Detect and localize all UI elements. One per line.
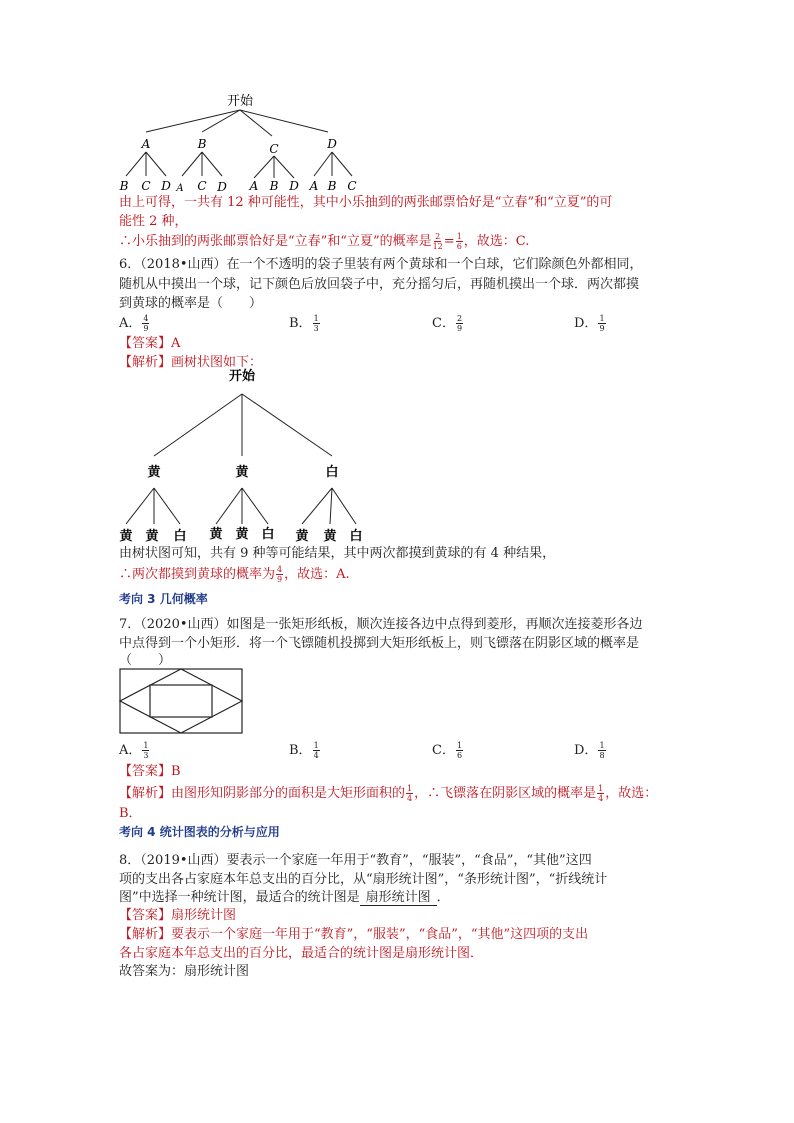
fraction: $\frac{2}{9}$ <box>456 314 463 333</box>
q8-line3: 图”中选择一种统计图，最适合的统计图是 扇形统计图 ． <box>119 890 450 905</box>
q7-line1: 7．（2020•山西）如图是一张矩形纸板，顺次连接各边中点得到菱形，再顺次连接菱形各边 <box>119 617 643 632</box>
tree-leaf: 黄 <box>145 529 159 544</box>
q7-answer: 【答案】B <box>119 764 181 779</box>
tree-node: 黄 <box>235 465 249 480</box>
tree-leaf: D <box>161 179 171 193</box>
tree-leaf: D <box>289 179 299 193</box>
q5-conclusion-text: ∴小乐抽到的两张邮票恰好是“立春”和“立夏”的概率是 <box>119 234 432 249</box>
fraction: $\frac{4}{9}$ <box>277 565 283 584</box>
q6-conclusion1: 由树状图可知，共有 9 种等可能结果，其中两次都摸到黄球的有 4 种结果， <box>119 546 556 561</box>
tree-diagram-balls <box>112 366 372 548</box>
rectangle-rhombus-figure <box>119 668 243 734</box>
tree-leaf: 黄 <box>209 527 223 542</box>
q6-line1: 6．（2018•山西）在一个不透明的袋子里装有两个黄球和一个白球，它们除颜色外都相同， <box>119 257 643 272</box>
q7-option-c: C． $\frac{1}{6}$ <box>432 741 463 760</box>
tree-leaf: B <box>327 179 337 193</box>
fraction: $\frac{1}{8}$ <box>599 741 605 760</box>
tree-leaf: 黄 <box>295 529 309 544</box>
tree-leaf: 黄 <box>235 527 249 542</box>
q6-line3: 到黄球的概率是（ ） <box>119 296 263 311</box>
tree-node: B <box>197 137 207 151</box>
fraction: $\frac{1}{3}$ <box>313 314 319 333</box>
q6-analysis: 【解析】画树状图如下： <box>119 355 263 370</box>
fraction: $\frac{2}{12}$ <box>432 232 443 251</box>
tree-leaf: C <box>347 179 357 193</box>
tree-node: A <box>141 137 151 151</box>
fraction: $\frac{1}{4}$ <box>407 784 413 803</box>
tree-leaf: 白 <box>349 529 363 544</box>
q6-option-a: A． $\frac{4}{9}$ <box>119 314 149 333</box>
tree-node: D <box>327 137 337 151</box>
q6-option-c: C． $\frac{2}{9}$ <box>432 314 463 333</box>
tree-leaf: 黄 <box>323 529 337 544</box>
tree-leaf: A <box>309 179 319 193</box>
q8-line1: 8．（2019•山西）要表示一个家庭一年用于“教育”，“服装”，“食品”，“其他”这四 <box>119 853 592 868</box>
q8-analysis-line2: 各占家庭本年总支出的百分比，最适合的统计图是扇形统计图． <box>119 946 484 961</box>
tree-leaf: 白 <box>173 529 187 544</box>
fraction: $\frac{1}{3}$ <box>143 741 149 760</box>
fraction: $\frac{1}{6}$ <box>456 232 462 251</box>
q6-answer: 【答案】A <box>119 336 181 351</box>
fraction: $\frac{1}{4}$ <box>598 784 604 803</box>
answer-blank: 扇形统计图 <box>360 890 437 906</box>
fraction: $\frac{1}{6}$ <box>456 741 463 760</box>
q5-line1: 由上可得，一共有 12 种可能性，其中小乐抽到的两张邮票恰好是“立春”和“立夏”的可 <box>119 195 613 210</box>
tree-node: C <box>269 142 279 156</box>
q8-answer: 【答案】扇形统计图 <box>119 908 237 923</box>
q7-option-a: A． $\frac{1}{3}$ <box>119 741 149 760</box>
q7-analysis-line2: B． <box>119 806 142 821</box>
section-heading: 考向 4 统计图表的分析与应用 <box>119 825 280 839</box>
fraction: $\frac{1}{9}$ <box>599 314 605 333</box>
q5-line2: 能性 2 种， <box>119 214 188 229</box>
tree-leaf: A <box>176 183 184 194</box>
tree-leaf: 黄 <box>119 529 133 544</box>
tree-node: 黄 <box>147 465 161 480</box>
tree-leaf: C <box>197 179 207 193</box>
tree-leaf: D <box>217 180 227 194</box>
q6-conclusion2: ∴两次都摸到黄球的概率为 $\frac{4}{9}$ ，故选：A. <box>119 565 350 584</box>
tree-leaf: C <box>141 179 151 193</box>
tree-root-label: 开始 <box>226 94 254 109</box>
fraction: $\frac{1}{4}$ <box>313 741 319 760</box>
q8-final-answer: 故答案为：扇形统计图 <box>119 964 250 979</box>
q8-line2: 项的支出各占家庭本年总支出的百分比，从“扇形统计图”，“条形统计图”，“折线统计 <box>119 872 608 887</box>
q7-line3: （ ） <box>119 653 172 668</box>
q6-line2: 随机从中摸出一个球，记下颜色后放回袋子中，充分摇匀后，再随机摸出一个球．两次都摸 <box>119 277 640 292</box>
section-heading: 考向 3 几何概率 <box>119 592 208 606</box>
q7-line2: 中点得到一个小矩形．将一个飞镖随机投掷到大矩形纸板上，则飞镖落在阴影区域的概率是 <box>119 636 640 651</box>
tree-leaf: B <box>269 179 279 193</box>
q6-option-b: B． $\frac{1}{3}$ <box>289 314 319 333</box>
q8-analysis: 【解析】要表示一个家庭一年用于“教育”，“服装”，“食品”，“其他”这四项的支出 <box>119 927 589 942</box>
q7-analysis: 【解析】由图形知阴影部分的面积是大矩形面积的 $\frac{1}{4}$ ，∴飞镖落在阴影区域的概率是 $\frac{1}{4}$ ，故选： <box>119 784 658 803</box>
tree-leaf: A <box>249 179 259 193</box>
q7-option-d: D． $\frac{1}{8}$ <box>574 741 605 760</box>
tree-root-label: 开始 <box>228 369 256 384</box>
q5-conclusion: ∴小乐抽到的两张邮票恰好是“立春”和“立夏”的概率是 $\frac{2}{12}$ = $\frac{1}{6}$ ，故选：C. <box>119 232 530 251</box>
q6-option-d: D． $\frac{1}{9}$ <box>574 314 605 333</box>
tree-leaf: 白 <box>261 527 275 542</box>
q7-option-b: B． $\frac{1}{4}$ <box>289 741 319 760</box>
tree-node: 白 <box>325 465 339 480</box>
tree-leaf: B <box>119 179 129 193</box>
tree-diagram-letters <box>110 92 370 196</box>
fraction: $\frac{4}{9}$ <box>143 314 149 333</box>
